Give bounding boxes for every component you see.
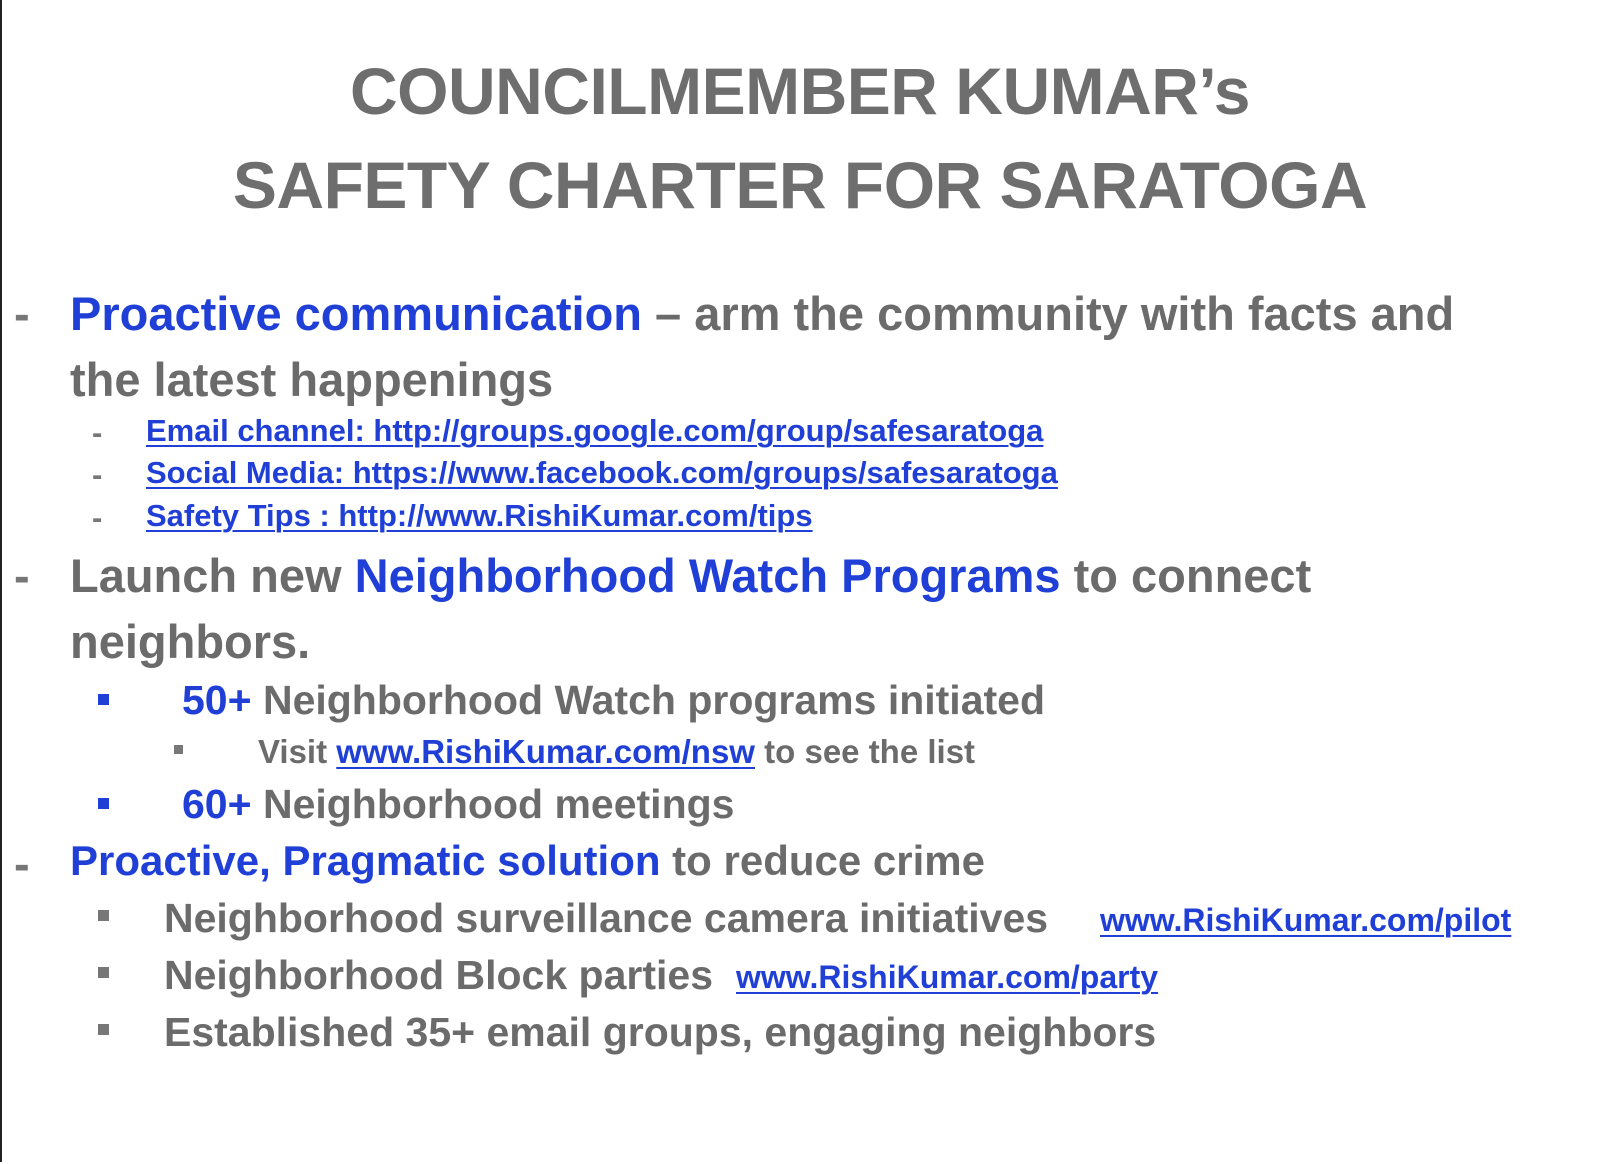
visit-post: to see the list [754, 733, 976, 770]
section2-heading [70, 549, 1312, 602]
block-parties-item: Neighborhood Block parties [164, 952, 713, 998]
camera-item: Neighborhood surveillance camera initiatives [164, 895, 1049, 941]
section2-line2: neighbors. [70, 615, 311, 668]
visit-list-item [258, 735, 975, 768]
visit-pre: Visit [258, 733, 337, 770]
section3-highlight: Proactive, Pragmatic solution [70, 837, 661, 884]
safety-tips-link[interactable]: Safety Tips : http://www.RishiKumar.com/tips [146, 498, 813, 533]
link3-bullet: - [92, 500, 103, 535]
section1-rest: – arm the community with facts and [642, 287, 1455, 340]
social-media-link[interactable]: Social Media: https://www.facebook.com/groups/safesaratoga [146, 455, 1058, 490]
section1-highlight: Proactive communication [70, 287, 642, 340]
party-link[interactable]: www.RishiKumar.com/party [736, 959, 1159, 995]
square-bullet-icon [98, 967, 109, 978]
square-bullet-icon [98, 910, 109, 921]
title-line-2: SAFETY CHARTER FOR SARATOGA [232, 148, 1368, 222]
meetings-item [182, 781, 735, 827]
square-bullet-icon [174, 745, 183, 754]
section2-post: to connect [1060, 549, 1312, 602]
watch-programs-item [182, 677, 1045, 723]
email-groups-item: Established 35+ email groups, engaging neighbors [164, 1009, 1157, 1055]
nsw-link[interactable]: www.RishiKumar.com/nsw [336, 733, 755, 770]
email-channel-link[interactable]: Email channel: http://groups.google.com/group/safesaratoga [146, 413, 1044, 448]
link1-bullet: - [92, 415, 103, 450]
title-line-1: COUNCILMEMBER KUMAR’s [349, 54, 1251, 128]
watch-programs-text: Neighborhood Watch programs initiated [251, 677, 1045, 723]
section3-bullet: - [14, 837, 30, 890]
section3-heading [70, 837, 985, 884]
meetings-count: 60+ [182, 781, 252, 827]
square-bullet-icon [98, 798, 109, 809]
section3-rest: to reduce crime [660, 837, 985, 884]
meetings-text: Neighborhood meetings [251, 781, 735, 827]
section2-pre: Launch new [70, 549, 355, 602]
section2-highlight: Neighborhood Watch Programs [354, 549, 1061, 602]
section1-heading [70, 287, 1455, 340]
square-bullet-icon [98, 1024, 109, 1035]
pilot-link[interactable]: www.RishiKumar.com/pilot [1100, 902, 1512, 938]
square-bullet-icon [98, 694, 109, 705]
section1-line2: the latest happenings [70, 353, 554, 406]
link2-bullet: - [92, 457, 103, 492]
section1-bullet: - [14, 287, 30, 340]
watch-programs-count: 50+ [182, 677, 252, 723]
section2-bullet: - [14, 549, 30, 602]
